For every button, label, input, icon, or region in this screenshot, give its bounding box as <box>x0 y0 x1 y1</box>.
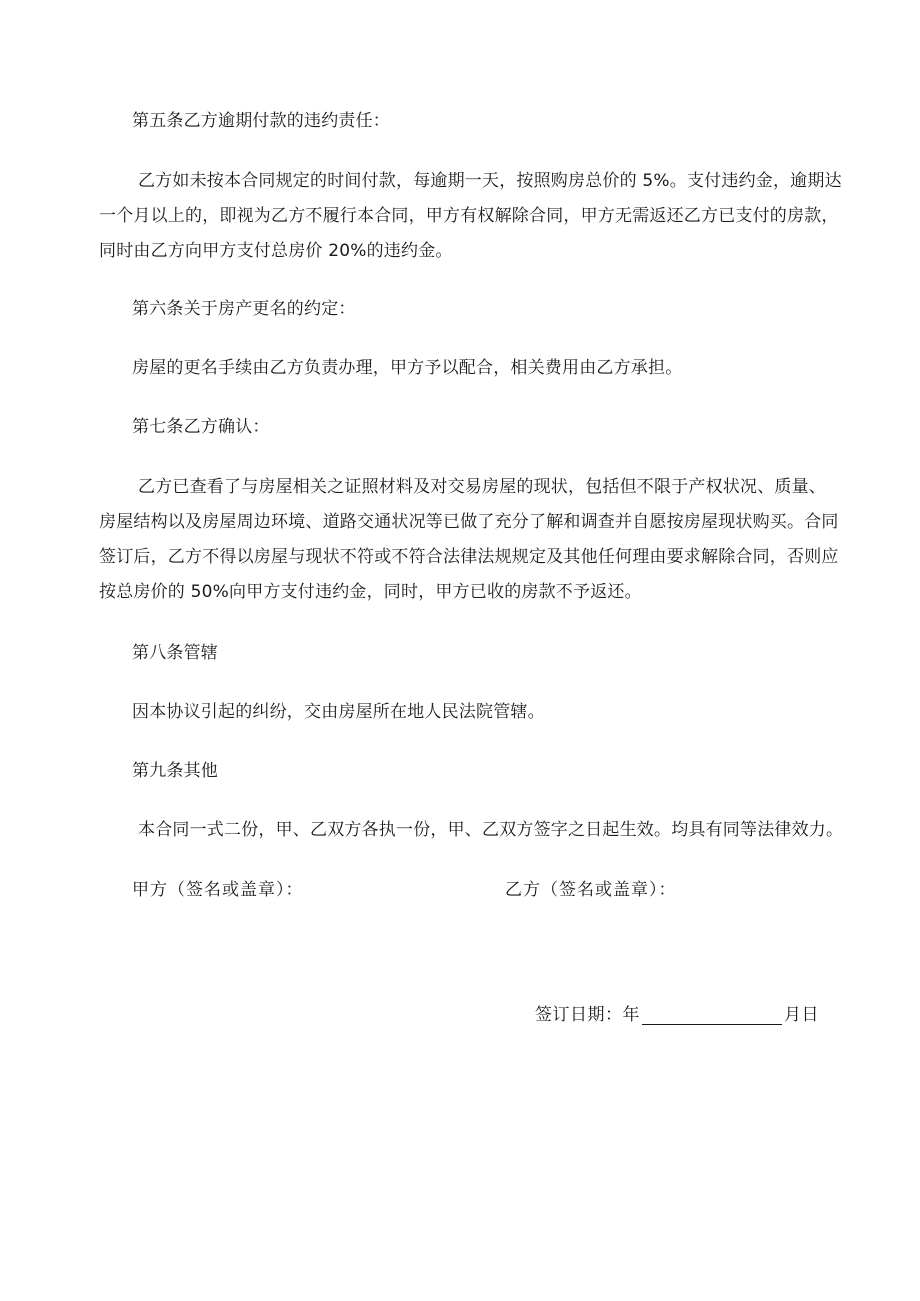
party-b-signature-label: 乙方（签名或盖章）： <box>505 880 677 900</box>
signing-date-label: 签订日期：年 <box>535 1005 640 1025</box>
article5-line-2: 一个月以上的，即视为乙方不履行本合同，甲方有权解除合同，甲方无需返还乙方已支付的房款， <box>99 206 839 226</box>
article7-title: 第七条乙方确认： <box>132 417 270 437</box>
article7-line-3: 签订后，乙方不得以房屋与现状不符或不符合法律法规规定及其他任何理由要求解除合同，否则应 <box>99 547 839 567</box>
article6-title: 第六条关于房产更名的约定： <box>132 299 356 319</box>
article9-line-1: 本合同一式二份，甲、乙双方各执一份，甲、乙双方签字之日起生效。均具有同等法律效力。 <box>138 820 844 840</box>
article7-line-4: 按总房价的 50%向甲方支付违约金，同时，甲方已收的房款不予返还。 <box>99 582 642 602</box>
article5-line-1: 乙方如未按本合同规定的时间付款，每逾期一天，按照购房总价的 5%。支付违约金，逾期达 <box>138 171 842 191</box>
signing-date-suffix: 月日 <box>784 1005 819 1025</box>
article5-title: 第五条乙方逾期付款的违约责任： <box>132 111 390 131</box>
signing-date <box>535 1005 819 1025</box>
signing-date-blank <box>642 1006 782 1025</box>
article8-line-1: 因本协议引起的纠纷，交由房屋所在地人民法院管辖。 <box>132 702 545 722</box>
article7-line-2: 房屋结构以及房屋周边环境、道路交通状况等已做了充分了解和调查并自愿按房屋现状购买。合同 <box>99 512 839 532</box>
party-a-signature-label: 甲方（签名或盖章）： <box>132 880 304 900</box>
article9-title: 第九条其他 <box>132 761 218 781</box>
article5-line-3: 同时由乙方向甲方支付总房价 20%的违约金。 <box>99 241 453 261</box>
article6-line-1: 房屋的更名手续由乙方负责办理，甲方予以配合，相关费用由乙方承担。 <box>132 358 683 378</box>
article7-line-1: 乙方已查看了与房屋相关之证照材料及对交易房屋的现状，包括但不限于产权状况、质量、 <box>138 477 826 497</box>
article8-title: 第八条管辖 <box>132 643 218 663</box>
